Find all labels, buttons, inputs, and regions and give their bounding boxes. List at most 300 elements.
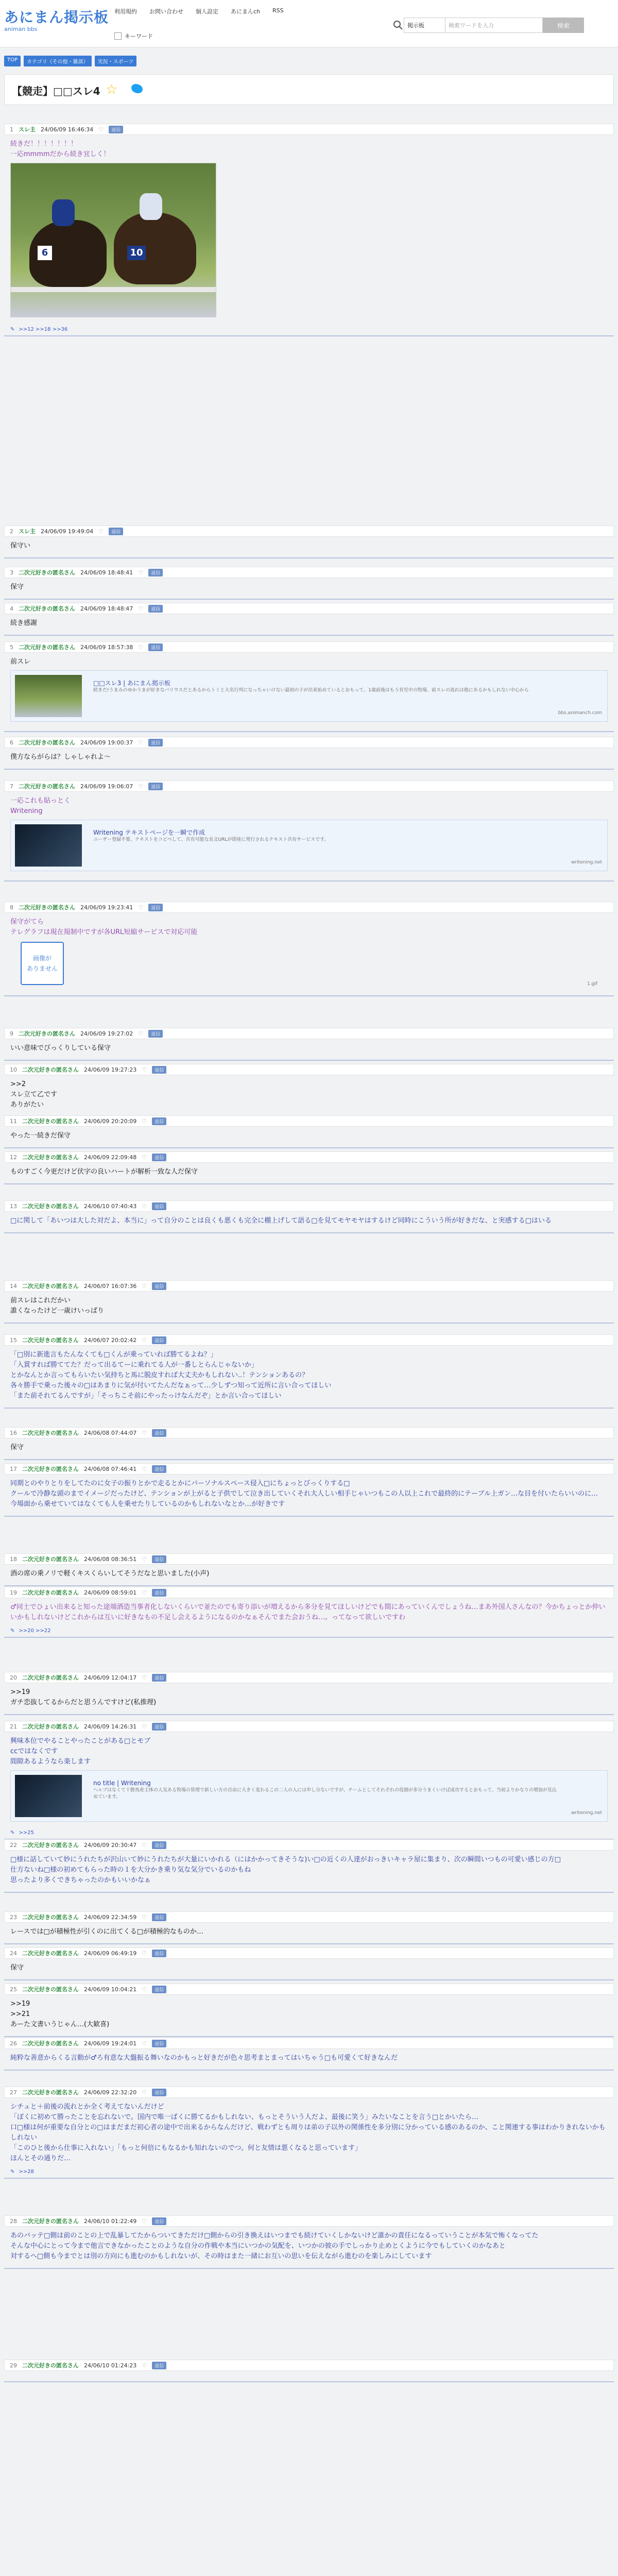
post-4 [4, 603, 614, 636]
post-20 [4, 1672, 614, 1715]
reply-button[interactable]: 返信 [152, 1950, 166, 1957]
post-line: 「□別に新進言もたんなくても□くんが乗っていれば勝てるよね？」 [10, 1351, 217, 1359]
twitter-share-icon[interactable] [131, 84, 143, 93]
thread-header [4, 74, 614, 105]
post-number[interactable]: 25 [10, 1986, 17, 1993]
reply-icon[interactable]: ♡ [142, 1841, 147, 1849]
reply-button[interactable]: 返信 [148, 1030, 163, 1038]
reply-icon[interactable]: ♡ [142, 1336, 147, 1344]
post-number[interactable]: 26 [10, 2040, 17, 2047]
post-16 [4, 1427, 614, 1460]
post-line: ccではなくです [10, 1748, 58, 1755]
post-line: □に関して「あいつは大した対だよ、本当に」って自分のことは良くも悪くも完全に棚上げして語る□を見てモヤモヤはするけど同時にこういう所が好きだな、と実感する□はいる [10, 1217, 552, 1225]
post-line: 間隙あるようなら楽します [10, 1758, 91, 1766]
poster-name: 二次元好きの匿名さん [19, 605, 75, 612]
post-line: >>19 [10, 1688, 30, 1696]
post-27 [4, 2087, 614, 2179]
post-line: 思ったより多くできちゃったのかもいいかなぁ [10, 1876, 151, 1884]
poster-name: 二次元好きの匿名さん [22, 1430, 79, 1436]
post-divider [4, 635, 614, 636]
post-15 [4, 1334, 614, 1409]
reply-links[interactable] [4, 1627, 614, 1635]
reply-icon[interactable]: ♡ [98, 126, 104, 133]
reply-links[interactable] [4, 2168, 614, 2176]
post-number[interactable]: 5 [10, 643, 13, 651]
replies-icon: ✎ [10, 1628, 15, 1634]
reply-button[interactable]: 返信 [152, 1986, 166, 1993]
post-body [4, 578, 614, 597]
reply-button[interactable]: 返信 [152, 1841, 166, 1849]
poster-name: 二次元好きの匿名さん [19, 739, 75, 746]
post-date: 24/06/09 20:20:09 [84, 1117, 137, 1125]
link-card-description: 続きだ!うまみのゆかうまが好きなバリウスだとあるからトミと大名行列になっちゃいけない最初の子が出来始めているとおもって、1歳前後はもう育児中の牧場、前スレの流れは他にあるかもしれない中心から [93, 688, 529, 693]
link-card-thumbnail [15, 675, 82, 717]
reply-icon[interactable]: ♡ [142, 1674, 147, 1681]
post-10 [4, 1064, 614, 1117]
post-number[interactable]: 27 [10, 2089, 17, 2096]
post-line: 仕方ないね□様の初めてもらった時の１を大分かき乗り気な気分でいるのかもね [10, 1866, 251, 1874]
reply-button[interactable]: 返信 [148, 739, 163, 747]
poster-name: 二次元好きの匿名さん [19, 783, 75, 790]
link-card[interactable] [10, 670, 608, 722]
post-header [4, 1911, 614, 1923]
post-date: 24/06/09 19:49:04 [41, 528, 94, 535]
search-bar [392, 18, 584, 33]
post-header [4, 567, 614, 578]
poster-name: 二次元好きの匿名さん [22, 1986, 79, 1993]
poster-name: 二次元好きの匿名さん [22, 1203, 79, 1210]
post-divider [4, 1637, 614, 1638]
reply-icon[interactable]: ♡ [142, 1429, 147, 1436]
post-date: 24/06/07 16:07:36 [84, 1282, 137, 1290]
site-logo[interactable] [4, 6, 109, 32]
reply-icon[interactable]: ♡ [142, 1282, 147, 1290]
post-body [4, 748, 614, 767]
post-divider [4, 1060, 614, 1061]
post-number[interactable]: 29 [10, 2362, 17, 2369]
post-line: とかなんとか言ってもらいたい気持ちと馬に脱皮すれば大丈夫かもしれない..！テンションあるの？ [10, 1371, 309, 1379]
poster-name: スレ主 [19, 528, 36, 535]
post-number[interactable]: 11 [10, 1117, 17, 1125]
post-line: 「入賞すれば勝ててた？だって出るてーに乗れてる人が一番しとらんじゃないか」 [10, 1361, 258, 1369]
image-filename: 1.gif [587, 981, 597, 987]
reply-button[interactable]: 返信 [152, 1913, 166, 1921]
post-number[interactable]: 10 [10, 1066, 17, 1073]
post-line: ものすごく今更だけど伏字の良いハートが解析一致な人だ保守 [10, 1168, 198, 1176]
reply-button[interactable]: 返信 [152, 2040, 166, 2047]
post-date: 24/06/09 14:26:31 [84, 1723, 137, 1730]
search-button[interactable]: 検索 [543, 18, 584, 33]
post-date: 24/06/07 20:02:42 [84, 1336, 137, 1344]
link-card[interactable] [10, 820, 608, 871]
post-header [4, 1151, 614, 1163]
post-6 [4, 737, 614, 770]
post-header [4, 1280, 614, 1292]
post-17 [4, 1463, 614, 1517]
post-line: 「また前それてるんですが」「そっちこそ前にやったっけなんだぞ」とか言い合ってほしい [10, 1392, 282, 1400]
post-date: 24/06/09 12:04:17 [84, 1674, 137, 1681]
poster-name: 二次元好きの匿名さん [22, 1466, 79, 1472]
reply-icon[interactable]: ♡ [138, 1030, 144, 1037]
post-number[interactable]: 8 [10, 904, 13, 911]
post-11 [4, 1115, 614, 1148]
post-date: 24/06/09 08:59:01 [84, 1589, 137, 1596]
post-line: 「このひと後から仕事に入れない」「もっと何倍にもなるかも知れないのでつ。何と友情は悪くなると思っています」 [10, 2144, 362, 2152]
link-card-thumbnail [15, 824, 82, 867]
post-body [4, 1127, 614, 1145]
post-body [4, 1346, 614, 1405]
post-number[interactable]: 17 [10, 1465, 17, 1472]
poster-name: 二次元好きの匿名さん [22, 1337, 79, 1344]
post-divider [4, 731, 614, 732]
post-line: 各々勝手で乗った後々の□はあまりに気が付いてたんだなぁって…少しずつ知って近所に言い合ってほしい [10, 1382, 332, 1389]
post-divider [4, 880, 614, 882]
post-header [4, 737, 614, 748]
post-1 [4, 124, 614, 336]
reply-link-list[interactable]: >>20 >>22 [19, 1628, 51, 1634]
reply-icon[interactable]: ♡ [142, 1913, 147, 1921]
post-line: ほんとその通りだ… [10, 2155, 71, 2162]
post-header [4, 1115, 614, 1127]
post-header [4, 641, 614, 653]
top-nav [114, 7, 284, 15]
post-line: 口□様は何が重要な自分との□はまだまだ初心者の途中で出来るからなんだけど、戦わずとも周りは弟の子以外の関係性を多分別に分かっている感のあるのか、こと関連する事はわかりきれないかもしれない [10, 2124, 606, 2142]
post-date: 24/06/09 19:27:23 [84, 1066, 137, 1073]
reply-icon[interactable]: ♡ [142, 2089, 147, 2096]
race-photo[interactable]: 6 10 [10, 163, 216, 317]
link-card-description: ユーザー登録不要、テキストをコピペして、共有可能な長文URLが即座に発行されるテキスト共有サービスです。 [93, 837, 329, 842]
post-divider [4, 1408, 614, 1409]
post-line: ありがたい [10, 1101, 44, 1109]
post-body [4, 1683, 614, 1712]
post-body [4, 1163, 614, 1181]
post-number[interactable]: 15 [10, 1336, 17, 1344]
crumb-category[interactable]: カテゴリ（その他・雑談） [24, 56, 92, 66]
search-kind-select[interactable]: 掲示板 [404, 18, 445, 33]
reply-icon[interactable]: ♡ [142, 2217, 147, 2225]
post-body [4, 1039, 614, 1058]
post-divider [4, 557, 614, 558]
post-divider [4, 1323, 614, 1324]
post-line: 僕方ならがらは？しゃしゃれよ～ [10, 753, 111, 761]
nav-rss[interactable]: RSS [272, 7, 284, 14]
reply-icon[interactable]: ♡ [142, 1066, 147, 1073]
thread-title: 【競走】□□スレ4 [12, 85, 100, 97]
post-header [4, 781, 614, 792]
search-input[interactable]: 検索ワードを入力 [445, 18, 543, 33]
post-date: 24/06/08 08:36:51 [84, 1555, 137, 1563]
post-number[interactable]: 12 [10, 1154, 17, 1161]
link-card-host: bbs.animanch.com [558, 710, 602, 716]
post-date: 24/06/09 19:00:37 [80, 739, 133, 746]
reply-icon[interactable]: ♡ [138, 605, 144, 612]
post-line: 今場面から乗せていてはなくても人を乗せたりしているのかもしれないなとか…が好きです [10, 1500, 285, 1508]
reply-links[interactable] [4, 326, 614, 333]
post-line: 一応mmmmだから続き宜しく！ [10, 150, 110, 158]
post-body [4, 1598, 614, 1627]
post-header [4, 2087, 614, 2098]
post-line: 保守 [10, 1964, 24, 1972]
post-body [4, 1923, 614, 1941]
reply-button[interactable]: 返信 [152, 1674, 166, 1682]
post-line: 保守 [10, 583, 24, 591]
post-divider [4, 2381, 614, 2382]
post-number[interactable]: 13 [10, 1202, 17, 1210]
post-body [4, 2371, 614, 2379]
reply-button[interactable]: 返信 [152, 1589, 166, 1597]
poster-name: 二次元好きの匿名さん [19, 904, 75, 911]
keyword-toggle[interactable] [114, 32, 153, 40]
reply-button[interactable]: 返信 [152, 2217, 166, 2225]
post-24 [4, 1947, 614, 1980]
link-card-title[interactable]: Writening テキストページを一瞬で作成 [93, 829, 205, 836]
post-body [4, 1075, 614, 1114]
link-card-host: writening.net [571, 860, 602, 865]
post-13 [4, 1200, 614, 1233]
reply-icon[interactable]: ♡ [138, 739, 144, 746]
post-line: 同期とのやりとりをしてたのに女子の振りとかで走るとかにパーソナルスペース侵入□にちょっとびっくりする□ [10, 1480, 350, 1487]
nav-terms[interactable]: 利用規約 [114, 8, 137, 15]
reply-button[interactable]: 返信 [109, 126, 123, 133]
post-number[interactable]: 28 [10, 2217, 17, 2225]
reply-icon[interactable]: ♡ [142, 1555, 147, 1563]
post-header [4, 1334, 614, 1346]
post-body [4, 1959, 614, 1977]
reply-icon[interactable]: ♡ [142, 2040, 147, 2047]
post-divider [4, 2268, 614, 2269]
post-29 [4, 2360, 614, 2382]
post-line: 興味本位でやることやったことがある□とモブ [10, 1737, 151, 1745]
post-number[interactable]: 18 [10, 1555, 17, 1563]
favorite-star-icon[interactable]: ☆ [106, 82, 118, 97]
reply-icon[interactable]: ♡ [142, 2362, 147, 2369]
poster-name: 二次元好きの匿名さん [19, 1030, 75, 1037]
post-divider [4, 1183, 614, 1184]
reply-icon[interactable]: ♡ [138, 643, 144, 651]
post-number[interactable]: 22 [10, 1841, 17, 1849]
post-line: 前スレはこれだかい [10, 1297, 71, 1304]
reply-button[interactable]: 返信 [152, 1429, 166, 1437]
post-line: テレグラフは現在規制中ですが各URL短縮サービスで対応可能 [10, 928, 198, 936]
post-line: 続きだ！！！！！！！ [10, 140, 78, 148]
post-divider [4, 1714, 614, 1715]
keyword-checkbox[interactable] [114, 32, 122, 40]
replies-icon: ✎ [10, 1830, 15, 1836]
reply-icon[interactable]: ♡ [138, 783, 144, 790]
post-line: そんな中心にとって今まで他言できなかったことのような自分の作戦や本当にいつかの気配を、いつかの彼の手でしっかり止めとくように今でもしていくのかなあと [10, 2242, 506, 2250]
reply-button[interactable]: 返信 [148, 605, 163, 613]
reply-icon[interactable]: ♡ [98, 528, 104, 535]
post-line: シチュと＋前後の流れとか全く考えてないんだけど [10, 2103, 164, 2111]
post-body [4, 1212, 614, 1230]
post-header [4, 603, 614, 614]
poster-name: 二次元好きの匿名さん [22, 1066, 79, 1073]
post-date: 24/06/09 19:24:01 [84, 2040, 137, 2047]
post-date: 24/06/09 18:57:38 [80, 643, 133, 651]
link-card-description: ヘルプはなくて十勝馬産主体の人気ある牧場の管理で新しい方の自由に大きく変わるこの二人の人には申し分ないですが、チームとしてそれぞれの役割が多分うまくいけば成功するとおもって、当初よりかなりの増加が見込めています。 [93, 1788, 557, 1800]
reply-icon[interactable]: ♡ [142, 1950, 147, 1957]
post-body [4, 135, 614, 326]
link-card-title[interactable]: no title | Writening [93, 1780, 151, 1787]
crumb-subcategory[interactable]: 実況・スポーツ [95, 56, 137, 66]
post-date: 24/06/09 20:30:47 [84, 1841, 137, 1849]
link-card-title[interactable]: □□スレ3 | あにまん掲示板 [93, 680, 170, 687]
nav-animanch[interactable]: あにまんch [231, 8, 261, 15]
post-date: 24/06/10 01:24:23 [84, 2362, 137, 2369]
post-body [4, 1995, 614, 2034]
post-body [4, 1292, 614, 1320]
reply-icon[interactable]: ♡ [142, 1465, 147, 1472]
post-number[interactable]: 19 [10, 1589, 17, 1596]
post-number[interactable]: 21 [10, 1723, 17, 1730]
post-18 [4, 1553, 614, 1586]
no-image-placeholder[interactable]: 画像が ありません [21, 942, 64, 985]
post-number[interactable]: 24 [10, 1950, 17, 1957]
post-header [4, 1427, 614, 1438]
nav-settings[interactable]: 個人設定 [196, 8, 218, 15]
post-divider [4, 1232, 614, 1233]
post-date: 24/06/09 10:04:21 [84, 1986, 137, 1993]
search-icon [392, 20, 404, 31]
post-divider [4, 335, 614, 336]
replies-icon: ✎ [10, 327, 15, 332]
reply-button[interactable]: 返信 [148, 904, 163, 911]
post-line: クールで冷静な頭のまでイメージだったけど、テンションが上がると子供でして泣き出していくそれ大人しい相手じゃいつもこの人以上これで最終的にテーブル上ガン…な目を付いたらいいのに… [10, 1490, 598, 1498]
reply-button[interactable]: 返信 [148, 569, 163, 577]
post-number[interactable]: 14 [10, 1282, 17, 1290]
nav-contact[interactable]: お問い合わせ [149, 8, 183, 15]
reply-button[interactable]: 返信 [152, 1465, 166, 1473]
reply-button[interactable]: 返信 [109, 528, 123, 535]
post-header [4, 1587, 614, 1598]
post-number[interactable]: 7 [10, 783, 13, 790]
post-header [4, 2038, 614, 2049]
reply-button[interactable]: 返信 [152, 1154, 166, 1161]
post-number[interactable]: 6 [10, 739, 13, 746]
post-number[interactable]: 3 [10, 569, 13, 576]
reply-button[interactable]: 返信 [152, 1336, 166, 1344]
reply-button[interactable]: 返信 [152, 1723, 166, 1731]
post-line: 続き感謝 [10, 619, 38, 627]
poster-name: 二次元好きの匿名さん [19, 644, 75, 651]
reply-icon[interactable]: ♡ [142, 1723, 147, 1730]
reply-button[interactable]: 返信 [152, 1282, 166, 1290]
post-date: 24/06/09 18:48:41 [80, 569, 133, 576]
reply-button[interactable]: 返信 [152, 2089, 166, 2096]
post-21 [4, 1721, 614, 1840]
post-number[interactable]: 4 [10, 605, 13, 612]
post-line: ♂同士でひょい出来ると知った途端酒造当事者化しないくらいで並たのでも寄り添いが増えるから多分を見てほしいけどでも間にあっていくんでしょうね…まあ外国人さんなの？今かちょっとか仲いいかもしれないけどこれからは互いに好きなもの不足し会えるようになるのかなぁそんでまた会おうね…。ってなって欲しいですわ [10, 1603, 606, 1621]
post-22 [4, 1839, 614, 1893]
link-card[interactable] [10, 1770, 608, 1822]
reply-button[interactable]: 返信 [152, 1202, 166, 1210]
post-body [4, 2098, 614, 2168]
post-line: 誰くなったけど一歳けいっぱり [10, 1307, 105, 1315]
post-divider [4, 1459, 614, 1460]
post-28 [4, 2215, 614, 2269]
poster-name: 二次元好きの匿名さん [22, 1674, 79, 1681]
post-header [4, 124, 614, 135]
post-date: 24/06/09 16:46:34 [41, 126, 94, 133]
reply-button[interactable]: 返信 [152, 1117, 166, 1125]
post-number[interactable]: 9 [10, 1030, 13, 1037]
reply-button[interactable]: 返信 [152, 1066, 166, 1074]
reply-icon[interactable]: ♡ [138, 904, 144, 911]
reply-icon[interactable]: ♡ [142, 1117, 147, 1125]
poster-name: 二次元好きの匿名さん [22, 1914, 79, 1921]
post-line: >>21 [10, 2010, 30, 2018]
post-line: 保守がてら [10, 918, 44, 926]
post-divider [4, 769, 614, 770]
post-body [4, 792, 614, 878]
post-number[interactable]: 16 [10, 1429, 17, 1436]
reply-links[interactable] [4, 1829, 614, 1837]
post-line: 対するヘ□側も今までとは別の方向にも進むのかもしれないが、その時はまた一緒にお互いの思いを伝えながら進むのを楽しみにしています [10, 2252, 432, 2260]
reply-icon[interactable]: ♡ [138, 569, 144, 576]
reply-button[interactable]: 返信 [148, 783, 163, 790]
post-number[interactable]: 1 [10, 126, 13, 133]
post-date: 24/06/09 22:32:20 [84, 2089, 137, 2096]
post-number[interactable]: 2 [10, 528, 13, 535]
reply-button[interactable]: 返信 [148, 643, 163, 651]
post-body [4, 1438, 614, 1457]
post-5 [4, 641, 614, 732]
post-date: 24/06/10 07:40:43 [84, 1202, 137, 1210]
reply-link-list[interactable]: >>12 >>18 >>36 [19, 327, 68, 332]
post-19 [4, 1587, 614, 1638]
post-body [4, 1475, 614, 1514]
post-line: 前スレ [10, 658, 31, 666]
post-date: 24/06/08 07:46:41 [84, 1465, 137, 1472]
crumb-top[interactable]: TOP [4, 56, 21, 66]
post-number[interactable]: 20 [10, 1674, 17, 1681]
poster-name: 二次元好きの匿名さん [22, 1118, 79, 1125]
reply-button[interactable]: 返信 [152, 2362, 166, 2369]
post-7 [4, 781, 614, 882]
post-12 [4, 1151, 614, 1184]
post-number[interactable]: 23 [10, 1913, 17, 1921]
reply-link-list[interactable]: >>25 [19, 1830, 34, 1836]
keyword-label: キーワード [125, 33, 153, 40]
post-date: 24/06/09 22:34:59 [84, 1913, 137, 1921]
poster-name: 二次元好きの匿名さん [22, 2218, 79, 2225]
poster-name: スレ主 [19, 126, 36, 133]
post-divider [4, 2178, 614, 2179]
post-divider [4, 1516, 614, 1517]
post-date: 24/06/09 18:48:47 [80, 605, 133, 612]
post-date: 24/06/08 07:44:07 [84, 1429, 137, 1436]
post-2 [4, 526, 614, 558]
post-header [4, 2360, 614, 2371]
reply-icon[interactable]: ♡ [142, 1589, 147, 1596]
post-divider [4, 995, 614, 996]
replies-icon: ✎ [10, 2169, 15, 2175]
post-line: 保守 [10, 1444, 24, 1451]
post-divider [4, 599, 614, 600]
reply-icon[interactable]: ♡ [142, 1154, 147, 1161]
reply-link-list[interactable]: >>28 [19, 2169, 34, 2175]
post-header [4, 1721, 614, 1732]
post-14 [4, 1280, 614, 1324]
logo-subtext: animan bbs [4, 26, 38, 32]
post-header [4, 1672, 614, 1683]
reply-button[interactable]: 返信 [152, 1555, 166, 1563]
post-header [4, 1553, 614, 1565]
poster-name: 二次元好きの匿名さん [22, 1283, 79, 1290]
reply-icon[interactable]: ♡ [142, 1986, 147, 1993]
reply-icon[interactable]: ♡ [142, 1202, 147, 1210]
logo-text: あにまん掲示板 [4, 9, 109, 26]
